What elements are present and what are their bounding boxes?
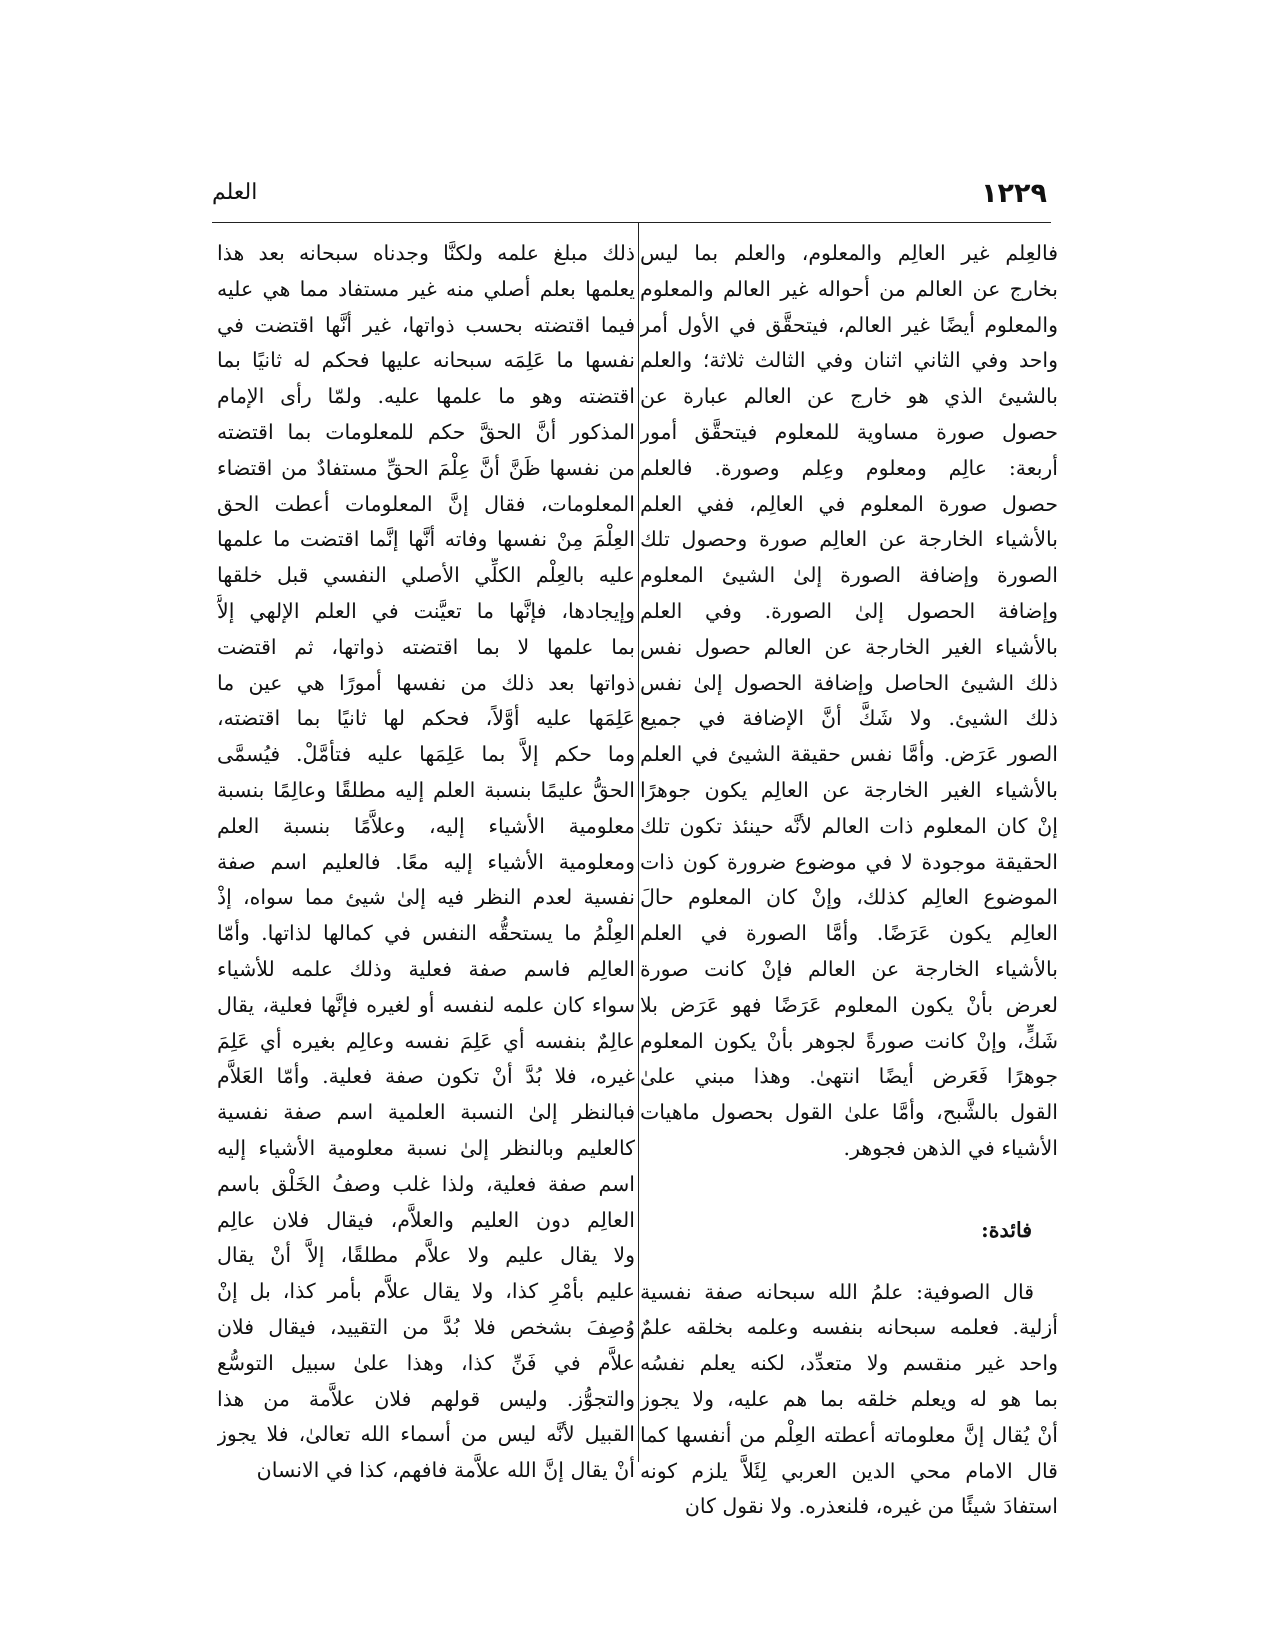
text-line: أربعة: عالِم ومعلوم وعِلم وصورة. فالعلم — [640, 455, 1058, 480]
text-line: الصور عَرَض. وأمَّا نفس حقيقة الشيئ في العلم — [640, 742, 1058, 767]
text-line: العالِم فاسم صفة فعلية وذلك علمه للأشياء — [217, 956, 635, 981]
text-line: فالعِلم غير العالِم والمعلوم، والعلم بما ليس — [640, 241, 1058, 265]
text-line: حصول صورة المعلوم في العالِم، ففي العلم — [640, 491, 1058, 516]
text-line: إنْ كان المعلوم ذات العالم لأنَّه حينئذ تكون تلك — [640, 813, 1058, 838]
text-line: نفسها ما عَلِمَه سبحانه عليها فحكم له ثانيًا بما — [217, 348, 635, 373]
text-line: بخارج عن العالم من أحواله غير العالم والمعلوم — [640, 276, 1058, 301]
text-line: كالعليم وبالنظر إلىٰ نسبة معلومية الأشياء إليه — [217, 1135, 635, 1160]
text-line: استفادَ شيئًا من غيره، فلنعذره. ولا نقول كان — [684, 1494, 1058, 1519]
text-line: يعلمها بعلم أصلي منه غير مستفاد مما هي عليه — [217, 276, 635, 301]
text-line: قال الامام محي الدين العربي لِئَلاَّ يلزم كونه — [640, 1458, 1058, 1483]
column-divider — [638, 222, 639, 1462]
text-line: الحقيقة موجودة لا في موضوع ضرورة كون ذات — [640, 849, 1058, 874]
text-line: عالِمٌ بنفسه أي عَلِمَ نفسه وعالِم بغيره أي عَلِمَ — [217, 1028, 635, 1053]
text-line: الصورة وإضافة الصورة إلىٰ الشيئ المعلوم — [640, 563, 1058, 588]
section-heading: فائدة: — [981, 1217, 1032, 1242]
text-line: نفسية لعدم النظر فيه إلىٰ شيئ مما سواه، إذْ — [217, 885, 635, 910]
left-column — [217, 236, 635, 1489]
right-column — [640, 236, 1058, 1525]
running-title: العلم — [212, 180, 258, 205]
text-line: بالشيئ الذي هو خارج عن العالم عبارة عن — [640, 384, 1058, 409]
text-line: سواء كان علمه لنفسه أو لغيره فإنَّها فعلية، يقال — [217, 992, 635, 1017]
text-line: بالأشياء الخارجة عن العالم فإنْ كانت صورة — [640, 956, 1058, 981]
text-line: والتجوُّز. وليس قولهم فلان علاَّمة من هذا — [217, 1386, 635, 1411]
text-line: الأشياء في الذهن فجوهر. — [843, 1135, 1058, 1160]
right-paragraph-1 — [640, 236, 1058, 1167]
text-line: فيما اقتضته بحسب ذواتها، غير أنَّها اقتضت في — [217, 312, 635, 337]
text-line: بالأشياء الغير الخارجة عن العالم حصول نفس — [640, 634, 1058, 659]
text-line: عَلِمَها عليه أوَّلاً، فحكم لها ثانيًا بما اقتضته، — [217, 706, 635, 731]
text-line: من نفسها ظَنَّ أنَّ عِلْمَ الحقِّ مستفادٌ من اقتضاء — [217, 455, 635, 480]
text-line: العالِم يكون عَرَضًا. وأمَّا الصورة في العلم — [640, 921, 1058, 946]
right-paragraph-2 — [640, 1275, 1058, 1526]
text-line: العالِم دون العليم والعلاَّم، فيقال فلان عالِم — [217, 1207, 635, 1232]
text-line: اسم صفة فعلية، ولذا غلب وصفُ الخَلْق باسم — [217, 1171, 635, 1196]
text-line: ومعلومية الأشياء إليه معًا. فالعليم اسم صفة — [217, 849, 635, 874]
text-line: بالأشياء الخارجة عن العالِم صورة وحصول تلك — [640, 527, 1058, 552]
text-line: القبيل لأنَّه ليس من أسماء الله تعالىٰ، فلا يجوز — [217, 1422, 635, 1447]
text-line: العِلْمُ ما يستحقُّه النفس في كمالها لذاتها. وأمّا — [217, 921, 635, 946]
page-number: ١٢٢٩ — [981, 178, 1047, 209]
text-line: أنْ يقال إنَّ الله علاَّمة فافهم، كذا في الانسان — [256, 1458, 635, 1483]
text-line: معلومية الأشياء إليه، وعلاَّمًا بنسبة العلم — [217, 813, 635, 838]
text-line: وما حكم إلاَّ بما عَلِمَها عليه فتأمَّلْ. فيُسمَّى — [217, 742, 635, 767]
text-line: وإضافة الحصول إلىٰ الصورة. وفي العلم — [640, 598, 1058, 623]
text-line: أنْ يُقال إنَّ معلوماته أعطته العِلْم من أنفسها كما — [640, 1422, 1058, 1447]
text-line: لعرض بأنْ يكون المعلوم عَرَضًا فهو عَرَض بلا — [640, 992, 1058, 1017]
text-line: ذلك الشيئ الحاصل وإضافة الحصول إلىٰ نفس — [640, 670, 1058, 695]
text-line: واحد غير منقسم ولا متعدِّد، لكنه يعلم نفسُه — [640, 1351, 1058, 1376]
text-line: بما علمها لا بما اقتضته ذواتها، ثم اقتضت — [217, 634, 635, 659]
text-line: أزلية. فعلمه سبحانه بنفسه وعلمه بخلقه علمٌ — [640, 1315, 1058, 1340]
text-line: قال الصوفية: علمُ الله سبحانه صفة نفسية — [640, 1279, 1034, 1304]
section-gap-bottom — [640, 1249, 1058, 1275]
text-line: العِلْمَ مِنْ نفسها وفاته أنَّها إنَّما اقتضت ما علمها — [217, 527, 635, 552]
header-rule — [212, 222, 1051, 223]
text-line: اقتضته وهو ما علمها عليه. ولمّا رأى الإمام — [217, 384, 635, 409]
text-line: عليه بالعِلْم الكلِّي الأصلي النفسي قبل خلقها — [217, 563, 635, 588]
text-line: المذكور أنَّ الحقَّ حكم للمعلومات بما اقتضته — [217, 419, 635, 444]
text-line: بالأشياء الغير الخارجة عن العالِم يكون جوهرًا — [640, 777, 1058, 802]
left-paragraph-1 — [217, 236, 635, 1489]
text-line: علاَّم في فَنِّ كذا، وهذا علىٰ سبيل التوسُّع — [217, 1350, 635, 1375]
text-line: فبالنظر إلىٰ النسبة العلمية اسم صفة نفسية — [217, 1100, 635, 1125]
text-line: وإيجادها، فإنَّها ما تعيَّنت في العلم الإلهي إلاَّ — [217, 598, 635, 623]
text-line: غيره، فلا بُدَّ أنْ تكون صفة فعلية. وأمّا العَلاَّم — [217, 1064, 635, 1089]
text-line: جوهرًا فَعَرض أيضًا انتهىٰ. وهذا مبني علىٰ — [640, 1064, 1058, 1089]
text-line: الموضوع العالِم كذلك، وإنْ كان المعلوم حالَ — [640, 885, 1058, 910]
text-line: بما هو له ويعلم خلقه بما هم عليه، ولا يجوز — [640, 1386, 1058, 1411]
text-line: واحد وفي الثاني اثنان وفي الثالث ثلاثة؛ والعلم — [640, 348, 1058, 373]
text-line: شَكٍّ، وإنْ كانت صورةً لجوهر بأنْ يكون المعلوم — [640, 1028, 1058, 1053]
text-line: ذواتها بعد ذلك من نفسها أمورًا هي عين ما — [217, 670, 635, 695]
text-line: القول بالشَّبح، وأمَّا علىٰ القول بحصول ماهيات — [640, 1100, 1058, 1125]
text-line: وُصِفَ بشخص فلا بُدَّ من التقييد، فيقال فلان — [217, 1314, 635, 1339]
text-line: المعلومات، فقال إنَّ المعلومات أعطت الحق — [217, 491, 635, 516]
section-gap-top — [640, 1167, 1058, 1213]
text-line: ذلك مبلغ علمه ولكنَّا وجدناه سبحانه بعد هذا — [217, 241, 635, 265]
text-line: حصول صورة مساوية للمعلوم فيتحقَّق أمور — [640, 419, 1058, 444]
text-line: والمعلوم أيضًا غير العالم، فيتحقَّق في الأول أمر — [640, 312, 1058, 337]
text-line: عليم بأمْرِ كذا، ولا يقال علاَّم بأمر كذا، بل إنْ — [217, 1279, 635, 1304]
text-line: ولا يقال عليم ولا علاَّم مطلقًا، إلاَّ أنْ يقال — [217, 1243, 635, 1268]
text-line: ذلك الشيئ. ولا شَكَّ أنَّ الإضافة في جميع — [640, 706, 1058, 731]
text-line: الحقُّ عليمًا بنسبة العلم إليه مطلقًا وعالِمًا بنسبة — [217, 777, 635, 802]
